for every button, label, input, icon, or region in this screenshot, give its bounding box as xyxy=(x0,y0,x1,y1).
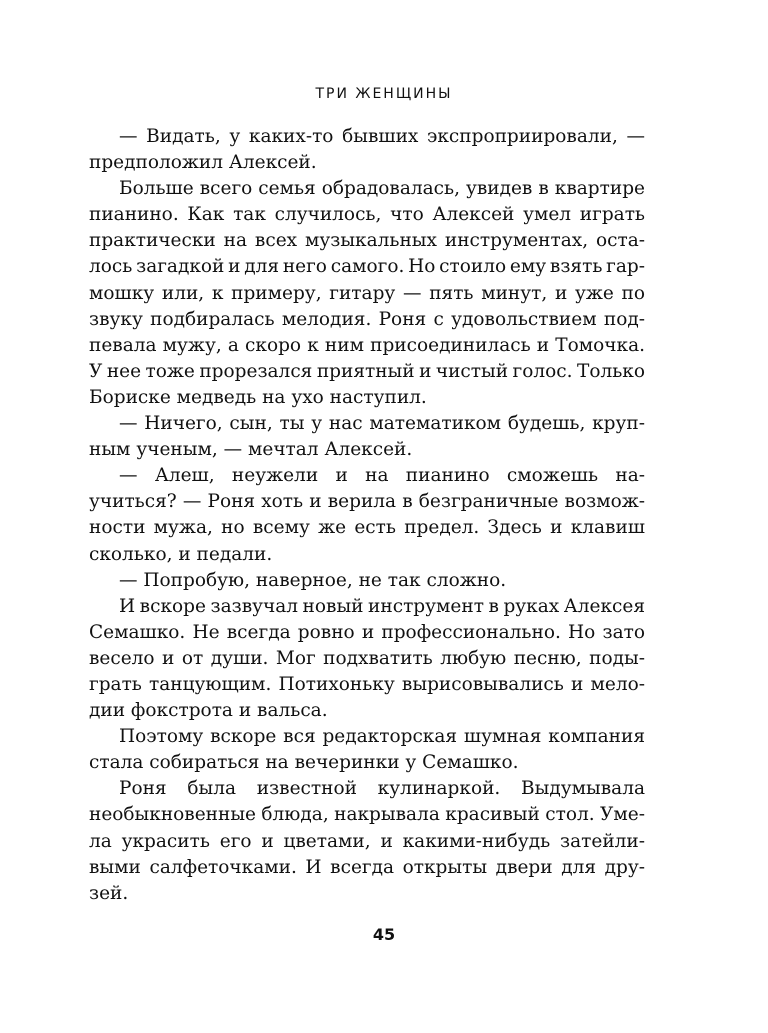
text-line: стала собираться на вечеринки у Семашко. xyxy=(89,752,519,774)
text-line: зей. xyxy=(89,882,129,904)
text-line: пианино. Как так случилось, что Алексей умел играть xyxy=(89,204,645,226)
text-line: мошку или, к примеру, гитару — пять минут, и уже по xyxy=(89,282,645,304)
text-line: учиться? — Роня хоть и верила в безграничные возмож- xyxy=(89,491,645,513)
body-text xyxy=(89,124,645,907)
text-line: Роня была известной кулинаркой. Выдумывала xyxy=(119,778,645,800)
text-line: ности мужа, но всему же есть предел. Здесь и клавиш xyxy=(89,517,645,539)
text-line: выми салфеточками. И всегда открыты двери для дру- xyxy=(89,856,645,878)
text-line: ным ученым, — мечтал Алексей. xyxy=(89,439,413,461)
text-line: необыкновенные блюда, накрывала красивый стол. Уме- xyxy=(89,804,645,826)
text-line: грать танцующим. Потихоньку вырисовывались и мело- xyxy=(89,673,645,695)
text-line: дии фокстрота и вальса. xyxy=(89,700,328,722)
text-line: певала мужу, а скоро к ним присоединилась и Томочка. xyxy=(89,334,645,356)
page-number: 45 xyxy=(372,925,396,944)
text-line: Поэтому вскоре вся редакторская шумная компания xyxy=(119,726,645,748)
text-line: практически на всех музыкальных инструментах, оста- xyxy=(89,230,645,252)
text-line: — Ничего, сын, ты у нас математиком будешь, круп- xyxy=(119,413,645,435)
text-line: Больше всего семья обрадовалась, увидев в квартире xyxy=(119,178,645,200)
text-line: — Видать, у каких-то бывших экспроприировали, — xyxy=(119,126,645,147)
running-head: ТРИ ЖЕНЩИНЫ xyxy=(315,86,453,102)
text-line: ла украсить его и цветами, и какими-нибудь затейли- xyxy=(89,830,645,852)
text-line: звуку подбиралась мелодия. Роня с удовольствием под- xyxy=(89,308,645,330)
text-line: предположил Алексей. xyxy=(89,152,317,174)
text-line: весело и от души. Мог подхватить любую песню, поды- xyxy=(89,647,645,669)
text-line: лось загадкой и для него самого. Но стоило ему взять гар- xyxy=(89,256,645,278)
text-line: — Алеш, неужели и на пианино сможешь на- xyxy=(119,465,645,487)
text-line: И вскоре зазвучал новый инструмент в руках Алексея xyxy=(119,595,645,617)
text-line: У нее тоже прорезался приятный и чистый голос. Только xyxy=(89,360,645,382)
text-line: Семашко. Не всегда ровно и профессионально. Но зато xyxy=(89,621,645,643)
text-line: сколько, и педали. xyxy=(89,543,273,565)
text-line: Бориске медведь на ухо наступил. xyxy=(89,386,427,408)
text-line: — Попробую, наверное, не так сложно. xyxy=(119,569,507,591)
